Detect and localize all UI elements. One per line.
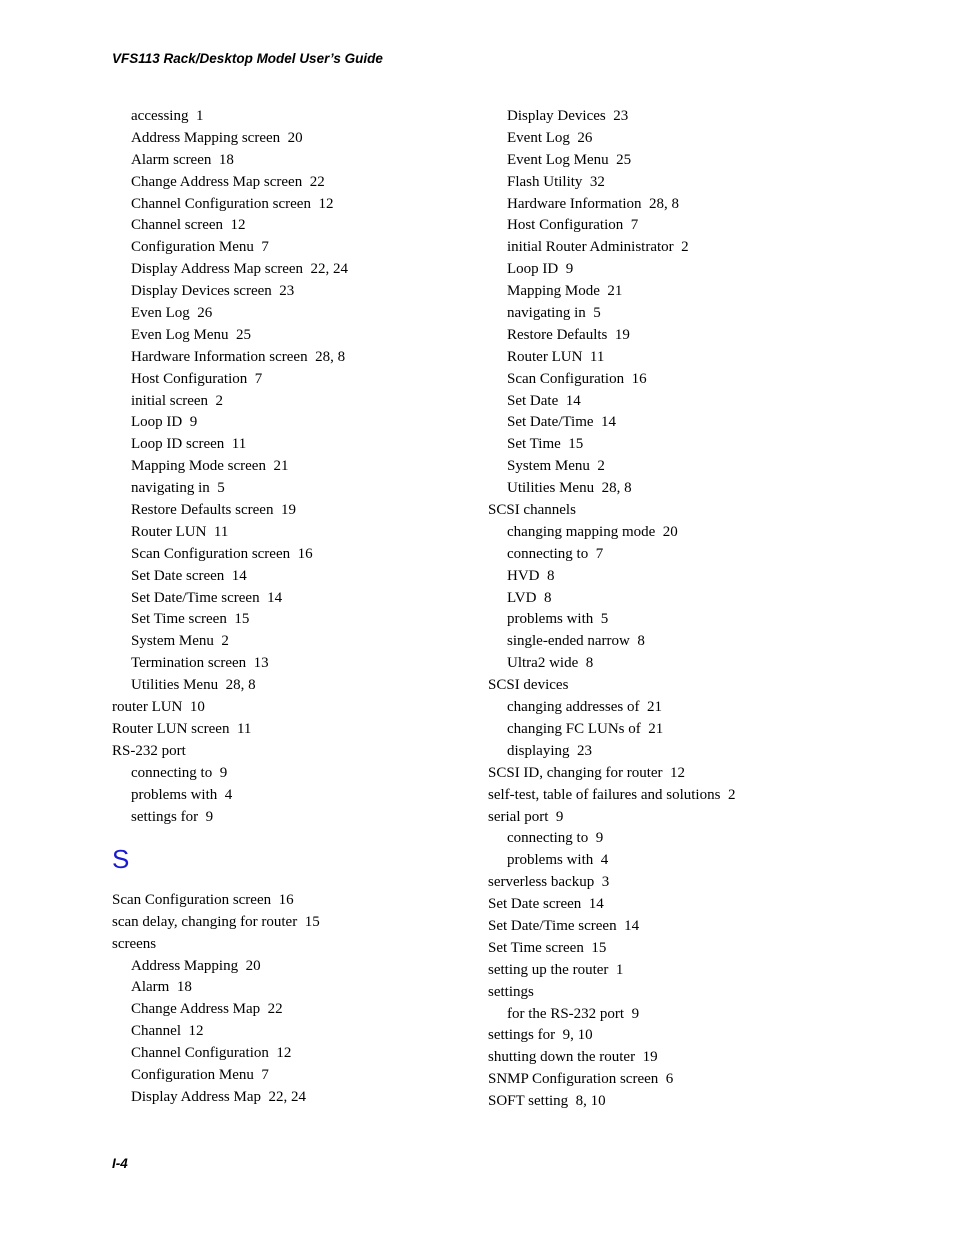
index-subentry: changing FC LUNs of 21 (507, 720, 664, 737)
index-subentry: Ultra2 wide 8 (507, 655, 594, 672)
section-letter-heading: S (112, 844, 130, 875)
index-column-right (488, 106, 888, 1113)
index-subentry: Configuration Menu 7 (131, 239, 269, 256)
index-subentry: initial Router Administrator 2 (507, 239, 689, 256)
index-subentry: Mapping Mode screen 21 (131, 458, 289, 475)
index-entry: Set Date/Time screen 14 (488, 917, 640, 934)
index-list-right (488, 106, 888, 1113)
index-entry: settings for 9, 10 (488, 1027, 593, 1044)
index-entry: Set Date screen 14 (488, 896, 604, 913)
index-subentry: Loop ID 9 (131, 414, 198, 431)
index-entry: Router LUN screen 11 (112, 720, 252, 737)
index-subentry: System Menu 2 (507, 458, 605, 475)
index-entry: screens (112, 935, 157, 952)
index-subentry: Set Time 15 (507, 436, 584, 453)
index-subentry: Router LUN 11 (507, 348, 605, 365)
index-subentry: Utilities Menu 28, 8 (131, 677, 256, 694)
index-entry: serial port 9 (488, 808, 564, 825)
index-entry: SNMP Configuration screen 6 (488, 1071, 674, 1088)
index-subentry: displaying 23 (507, 742, 592, 759)
index-subentry: Termination screen 13 (131, 655, 269, 672)
index-column-left (112, 106, 472, 1109)
index-subentry: Set Time screen 15 (131, 611, 250, 628)
index-list-left-bottom (112, 890, 472, 1109)
index-subentry: LVD 8 (507, 589, 552, 606)
index-subentry: Change Address Map screen 22 (131, 173, 325, 190)
index-subentry: Set Date screen 14 (131, 567, 247, 584)
page-number: I-4 (112, 1156, 128, 1171)
index-subentry: accessing 1 (131, 108, 204, 124)
index-subentry: navigating in 5 (131, 480, 225, 497)
index-subentry: Hardware Information screen 28, 8 (131, 348, 346, 365)
index-subentry: System Menu 2 (131, 633, 229, 650)
index-subentry: Address Mapping screen 20 (131, 129, 303, 146)
index-subentry: connecting to 9 (507, 830, 604, 847)
running-header: VFS113 Rack/Desktop Model User’s Guide (112, 51, 383, 66)
index-entry: Scan Configuration screen 16 (112, 891, 294, 908)
index-entry: SCSI ID, changing for router 12 (488, 764, 686, 781)
index-subentry: Alarm 18 (131, 979, 192, 996)
index-subentry: Host Configuration 7 (507, 217, 639, 234)
index-subentry: Display Address Map screen 22, 24 (131, 261, 349, 278)
index-subentry: Host Configuration 7 (131, 370, 263, 387)
index-subentry: problems with 5 (507, 611, 609, 628)
index-entry: self-test, table of failures and solutions 2 (488, 786, 736, 803)
index-subentry: Utilities Menu 28, 8 (507, 480, 632, 497)
index-list-left-top (112, 106, 472, 828)
index-entry: RS-232 port (112, 742, 186, 759)
index-subentry: Even Log Menu 25 (131, 326, 251, 343)
index-entry: SCSI devices (488, 677, 569, 694)
index-subentry: Channel Configuration 12 (131, 1045, 292, 1062)
index-subentry: Display Devices screen 23 (131, 283, 295, 300)
index-subentry: Even Log 26 (131, 305, 213, 322)
index-subentry: Loop ID 9 (507, 261, 574, 278)
index-entry: setting up the router 1 (488, 961, 624, 978)
index-subentry: for the RS-232 port 9 (507, 1005, 640, 1022)
index-subentry: Scan Configuration 16 (507, 370, 647, 387)
index-subentry: Channel screen 12 (131, 217, 246, 234)
index-subentry: Address Mapping 20 (131, 957, 261, 974)
index-subentry: Scan Configuration screen 16 (131, 545, 313, 562)
index-subentry: Display Address Map 22, 24 (131, 1088, 306, 1105)
index-subentry: Set Date 14 (507, 392, 581, 409)
index-subentry: Alarm screen 18 (131, 151, 234, 168)
index-subentry: problems with 4 (507, 852, 609, 869)
index-subentry: single-ended narrow 8 (507, 633, 645, 650)
index-subentry: Mapping Mode 21 (507, 283, 623, 300)
index-entry: settings (488, 983, 534, 1000)
index-subentry: Set Date/Time screen 14 (131, 589, 283, 606)
index-entry: router LUN 10 (112, 699, 205, 716)
index-subentry: settings for 9 (131, 808, 214, 825)
index-subentry: Restore Defaults 19 (507, 326, 630, 343)
index-subentry: Flash Utility 32 (507, 173, 605, 190)
index-subentry: connecting to 9 (131, 764, 228, 781)
index-entry: SCSI channels (488, 502, 576, 519)
index-entry: Set Time screen 15 (488, 939, 607, 956)
index-subentry: changing addresses of 21 (507, 699, 662, 716)
index-subentry: Display Devices 23 (507, 108, 629, 124)
index-subentry: problems with 4 (131, 786, 233, 803)
index-subentry: Loop ID screen 11 (131, 436, 247, 453)
index-subentry: Event Log 26 (507, 129, 593, 146)
index-subentry: initial screen 2 (131, 392, 224, 409)
index-subentry: Event Log Menu 25 (507, 151, 632, 168)
index-subentry: Configuration Menu 7 (131, 1067, 269, 1084)
index-subentry: Restore Defaults screen 19 (131, 502, 296, 519)
index-entry: shutting down the router 19 (488, 1049, 658, 1066)
index-subentry: HVD 8 (507, 567, 555, 584)
index-subentry: navigating in 5 (507, 305, 601, 322)
index-subentry: Set Date/Time 14 (507, 414, 617, 431)
index-subentry: Hardware Information 28, 8 (507, 195, 680, 212)
index-entry: SOFT setting 8, 10 (488, 1093, 606, 1110)
index-subentry: Channel Configuration screen 12 (131, 195, 334, 212)
index-subentry: Change Address Map 22 (131, 1001, 283, 1018)
index-subentry: Channel 12 (131, 1023, 204, 1040)
index-subentry: Router LUN 11 (131, 523, 229, 540)
index-subentry: connecting to 7 (507, 545, 604, 562)
index-entry: serverless backup 3 (488, 874, 610, 891)
index-subentry: changing mapping mode 20 (507, 523, 678, 540)
index-entry: scan delay, changing for router 15 (112, 913, 320, 930)
